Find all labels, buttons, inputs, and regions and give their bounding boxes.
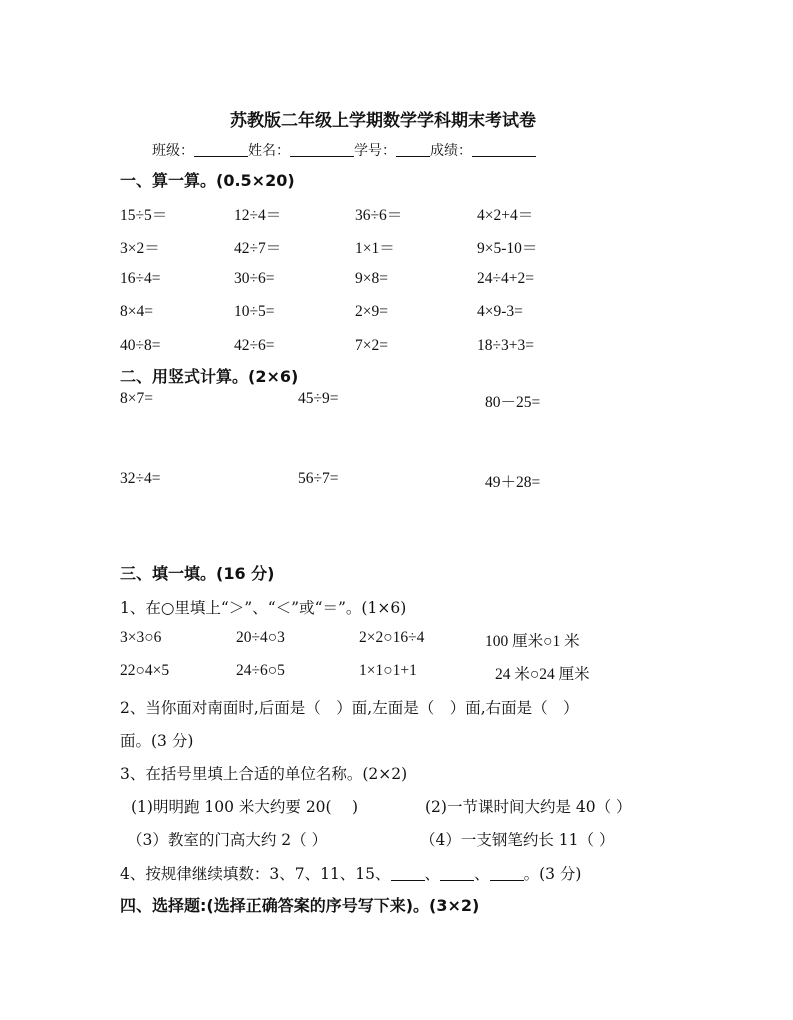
name-field[interactable] bbox=[290, 142, 354, 157]
problem: 3×2＝ bbox=[120, 240, 160, 257]
problem: 49＋28= bbox=[485, 474, 541, 491]
compare-item: 2×2○16÷4 bbox=[359, 629, 425, 646]
compare-item: 1×1○1+1 bbox=[359, 662, 417, 679]
class-label: 班级： bbox=[152, 143, 194, 159]
unit-item: （3）教室的门高大约 2（ ） bbox=[127, 831, 328, 849]
unit-item: （4）一支钢笔约长 11（ ） bbox=[420, 831, 615, 849]
question-4-prefix: 4、按规律继续填数：3、7、11、15、 bbox=[120, 865, 391, 883]
question-4-suffix: 。(3 分) bbox=[523, 865, 582, 883]
question-1: 1、在○里填上“＞”、“＜”或“＝”。(1×6) bbox=[120, 599, 407, 617]
class-field[interactable] bbox=[194, 142, 248, 157]
answer-blank[interactable] bbox=[440, 866, 474, 881]
id-field[interactable] bbox=[396, 142, 430, 157]
problem: 42÷7＝ bbox=[234, 240, 282, 257]
section2-heading: 二、用竖式计算。(2×6) bbox=[120, 367, 299, 386]
score-label: 成绩： bbox=[430, 143, 472, 159]
problem: 7×2= bbox=[355, 337, 388, 354]
problem: 8×7= bbox=[120, 390, 153, 407]
question-4 bbox=[120, 862, 581, 884]
compare-item: 3×3○6 bbox=[120, 629, 162, 646]
problem: 36÷6＝ bbox=[355, 207, 403, 224]
problem: 9×5-10＝ bbox=[477, 240, 538, 257]
problem: 12÷4＝ bbox=[234, 207, 282, 224]
problem: 4×2+4＝ bbox=[477, 207, 534, 224]
answer-blank[interactable] bbox=[391, 866, 425, 881]
unit-item: (2)一节课时间大约是 40（ ） bbox=[425, 798, 632, 816]
problem: 1×1＝ bbox=[355, 240, 395, 257]
compare-item: 22○4×5 bbox=[120, 662, 170, 679]
compare-item: 24÷6○5 bbox=[236, 662, 285, 679]
problem: 2×9= bbox=[355, 303, 388, 320]
section1-heading: 一、算一算。(0.5×20) bbox=[120, 171, 295, 190]
student-info-line bbox=[152, 140, 536, 160]
compare-item: 100 厘米○1 米 bbox=[485, 633, 580, 650]
problem: 10÷5= bbox=[234, 303, 275, 320]
problem: 16÷4= bbox=[120, 270, 161, 287]
problem: 8×4= bbox=[120, 303, 153, 320]
id-label: 学号： bbox=[354, 143, 396, 159]
problem: 45÷9= bbox=[298, 390, 339, 407]
section4-heading: 四、选择题:(选择正确答案的序号写下来)。(3×2) bbox=[120, 896, 480, 915]
score-field[interactable] bbox=[472, 142, 536, 157]
problem: 40÷8= bbox=[120, 337, 161, 354]
unit-item: (1)明明跑 100 米大约要 20( ) bbox=[131, 798, 359, 816]
section3-heading: 三、填一填。(16 分) bbox=[120, 564, 275, 583]
problem: 42÷6= bbox=[234, 337, 275, 354]
compare-item: 20÷4○3 bbox=[236, 629, 285, 646]
separator: 、 bbox=[474, 865, 490, 883]
problem: 30÷6= bbox=[234, 270, 275, 287]
problem: 32÷4= bbox=[120, 470, 161, 487]
problem: 15÷5＝ bbox=[120, 207, 168, 224]
problem: 24÷4+2= bbox=[477, 270, 534, 287]
problem: 4×9-3= bbox=[477, 303, 523, 320]
question-2-line1: 2、当你面对南面时,后面是（ ）面,左面是（ ）面,右面是（ ） bbox=[120, 699, 579, 717]
question-2-line2: 面。(3 分) bbox=[120, 732, 194, 750]
problem: 18÷3+3= bbox=[477, 337, 534, 354]
page-title: 苏教版二年级上学期数学学科期末考试卷 bbox=[230, 111, 536, 131]
answer-blank[interactable] bbox=[490, 866, 524, 881]
problem: 56÷7= bbox=[298, 470, 339, 487]
compare-item: 24 米○24 厘米 bbox=[495, 666, 590, 683]
problem: 9×8= bbox=[355, 270, 388, 287]
name-label: 姓名： bbox=[248, 143, 290, 159]
problem: 80－25= bbox=[485, 394, 541, 411]
separator: 、 bbox=[424, 865, 441, 883]
question-3: 3、在括号里填上合适的单位名称。(2×2) bbox=[120, 765, 408, 783]
